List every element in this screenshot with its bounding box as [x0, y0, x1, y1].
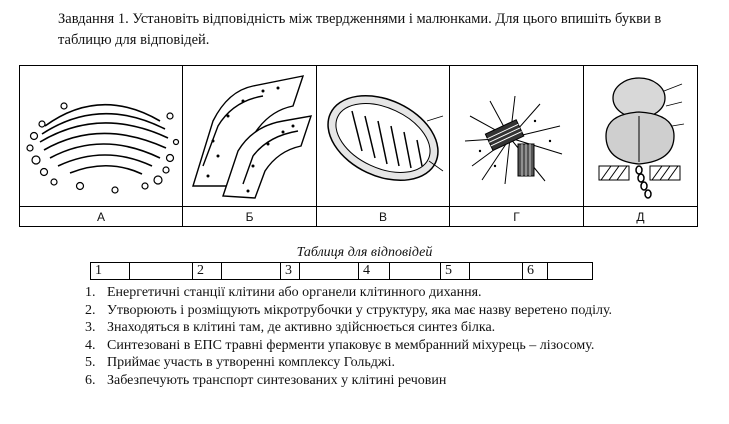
- answer-cell-1[interactable]: [130, 263, 193, 280]
- statement-item: 2. Утворюють і розміщують мікротрубочки у структуру, яка має назву веретено поділу.: [85, 302, 613, 318]
- task-instruction: Завдання 1. Установіть відповідність між твердженнями і малюнками. Для цього впишіть букви в таблицю для відповідей.: [58, 11, 662, 48]
- statement-text: Синтезовані в ЕПС травні ферменти упаковує в мембранний міхурець – лізосому.: [107, 337, 595, 353]
- ribosome-icon: [584, 66, 697, 206]
- statement-item: 3. Знаходяться в клітині там, де активно здійснюється синтез білка.: [85, 320, 496, 335]
- answer-number-3: 3: [281, 263, 300, 280]
- figures-table: [19, 65, 698, 227]
- answer-number-5: 5: [441, 263, 470, 280]
- figure-cell-c: [317, 66, 450, 207]
- figure-label-e: Д: [584, 207, 698, 227]
- answer-table-caption: Таблиця для відповідей: [296, 245, 433, 260]
- answer-number-6: 6: [523, 263, 548, 280]
- answer-cell-6[interactable]: [548, 263, 593, 280]
- statement-item: 4. Синтезовані в ЕПС травні ферменти упаковує в мембранний міхурець – лізосому.: [85, 337, 595, 353]
- figure-cell-e: [584, 66, 698, 207]
- statement-text: Забезпечують транспорт синтезованих у клітині речовин: [107, 372, 447, 388]
- statement-item: 1. Енергетичні станції клітини або органели клітинного дихання.: [85, 285, 482, 300]
- answer-cell-3[interactable]: [300, 263, 359, 280]
- figure-label-a: А: [20, 207, 183, 227]
- statement-item: 6. Забезпечують транспорт синтезованих у клітині речовин: [85, 372, 447, 388]
- figure-label-b: Б: [183, 207, 317, 227]
- answer-cell-4[interactable]: [390, 263, 441, 280]
- answer-number-1: 1: [91, 263, 130, 280]
- answer-cell-5[interactable]: [470, 263, 523, 280]
- golgi-apparatus-icon: [20, 66, 182, 206]
- statement-item: 5. Приймає участь в утворенні комплексу Гольджі.: [85, 355, 395, 370]
- answer-number-4: 4: [359, 263, 390, 280]
- answer-table: [90, 262, 593, 280]
- figure-cell-a: [20, 66, 183, 207]
- mitochondrion-icon: [317, 66, 449, 206]
- cell-center-centrioles-icon: [450, 66, 583, 206]
- statements-list: [85, 284, 695, 389]
- figure-label-c: В: [317, 207, 450, 227]
- figure-label-d: Г: [450, 207, 584, 227]
- statement-text: Приймає участь в утворенні комплексу Гольджі.: [107, 355, 395, 370]
- statement-text: Знаходяться в клітині там, де активно здійснюється синтез білка.: [107, 320, 496, 335]
- statement-text: Утворюють і розміщують мікротрубочки у структуру, яка має назву веретено поділу.: [107, 302, 613, 318]
- endoplasmic-reticulum-icon: [183, 66, 316, 206]
- figure-cell-b: [183, 66, 317, 207]
- figure-cell-d: [450, 66, 584, 207]
- answer-number-2: 2: [193, 263, 222, 280]
- statement-text: Енергетичні станції клітини або органели клітинного дихання.: [107, 285, 482, 300]
- answer-cell-2[interactable]: [222, 263, 281, 280]
